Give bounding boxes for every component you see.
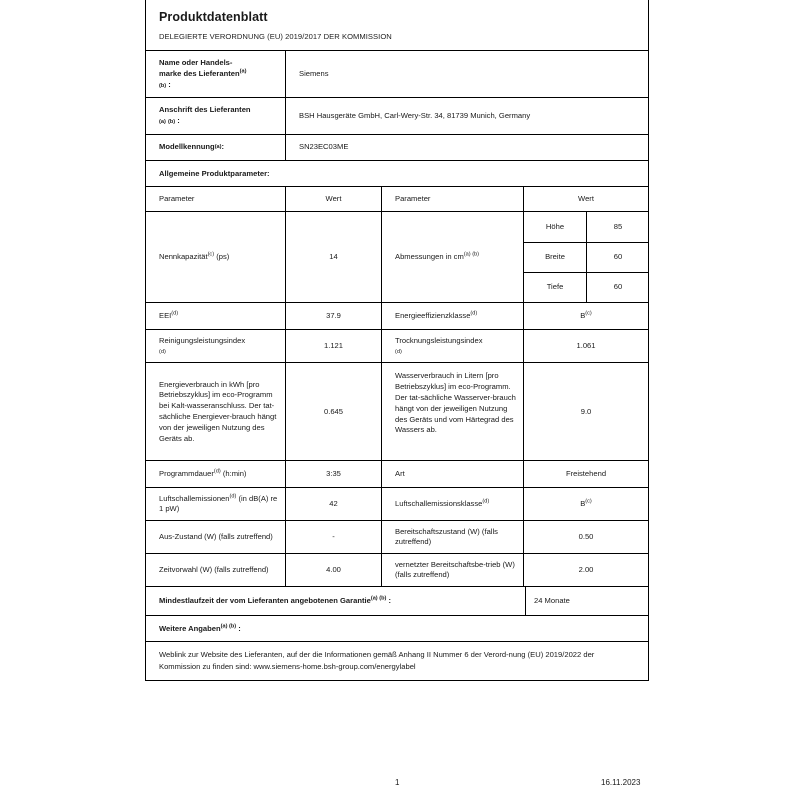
water-consumption-value: 9.0 [523,363,648,460]
dimension-row-height [524,212,649,241]
dimension-row-width [524,242,649,272]
noise-class-label-text: Luftschallemissionsklasse [395,499,483,509]
energy-class-label [381,303,523,329]
param-table-header-row [146,186,648,212]
warranty-label-sup: (a) (b) [370,595,387,602]
drying-index-label-sup: (d) [395,349,402,356]
water-consumption-label: Wasserverbrauch in Litern [pro Betriebszyklus] im eco-Programm. Der tat-sächliche Wasserver-brauch hängt von der jeweiligen Nutzung des Geräts und vom Härtegrad des Wassers ab. [381,363,523,460]
footer-date: 16.11.2023 [601,778,641,787]
dimensions-label [381,212,523,302]
table-row-noise [146,487,648,520]
supplier-name-label-line2: marke des Lieferanten [159,68,240,78]
further-info-label [146,616,247,641]
further-info-row [146,615,648,641]
general-params-heading-row [146,160,648,186]
supplier-address-label-text: Anschrift des Lieferanten [159,105,251,115]
dimension-value-height: 85 [586,212,649,241]
energy-class-value-sup: (c) [585,310,592,317]
cleaning-index-label [146,330,285,362]
eei-value: 37.9 [285,303,381,329]
noise-label-text: Luftschallemissionen [159,493,230,503]
duration-label-text: Programmdauer [159,469,214,479]
warranty-label-text: Mindestlaufzeit der vom Lieferanten angebotenen Garantie [159,596,371,606]
duration-label-sup: (d) [213,468,221,475]
capacity-label-suffix: (ps) [214,252,230,262]
regulation-subtitle: DELEGIERTE VERORDNUNG (EU) 2019/2017 DER KOMMISSION [159,32,392,41]
duration-label [146,461,285,487]
delay-start-value: 4.00 [285,554,381,586]
cleaning-index-label-text: Reinigungsleistungsindex [159,335,246,345]
header-value-right: Wert [523,187,648,212]
energy-class-label-text: Energieeffizienzklasse [395,311,471,321]
cleaning-index-label-sup: (d) [159,349,166,356]
supplier-name-row [146,50,648,97]
duration-value: 3:35 [285,461,381,487]
supplier-name-label-sup-a: (a) [239,68,247,75]
type-value: Freistehend [523,461,648,487]
duration-label-suffix: (h:min) [220,469,247,479]
eei-label-text: EEI [159,311,172,321]
weblink-note: Weblink zur Website des Lieferanten, auf der die Informationen gemäß Anhang II Nummer 6 der Verord-nung (EU) 2019/2022 der Kommission zu finden sind: www.siemens-home.bsh-group.com/energylabel [146,641,648,680]
supplier-name-label-sup-b: (b) [159,82,167,89]
energy-consumption-label: Energieverbrauch in kWh [pro Betriebszyklus] im eco-Programm bei Kalt-wasseranschluss. Der tat-sächliche Energiever-brauch hängt von der jeweiligen Nutzung des Geräts ab. [159,379,277,443]
supplier-name-label-line1: Name oder Handels- [159,58,233,67]
noise-class-value [523,488,648,520]
off-mode-label: Aus-Zustand (W) (falls zutreffend) [159,532,273,542]
drying-index-label-text: Trocknungsleistungsindex [395,335,483,345]
standby-label: Bereitschaftszustand (W) (falls zutreffend) [381,521,523,553]
table-row-cleaning-index [146,329,648,362]
dimension-name-width: Breite [545,252,565,262]
noise-label-sup: (d) [229,493,237,500]
datasheet-table [145,0,649,681]
supplier-address-label-colon: : [175,116,180,126]
table-row-eei [146,302,648,329]
page-title: Produktdatenblatt [159,10,268,24]
standby-value: 0.50 [523,521,648,553]
table-row-capacity [146,211,648,302]
dimension-value-depth: 60 [586,273,649,302]
noise-label [146,488,285,520]
networked-standby-label: vernetzter Bereitschaftsbe-trieb (W) (falls zutreffend) [381,554,523,586]
eei-label-sup: (d) [171,310,179,317]
dimension-row-depth [524,272,649,302]
cleaning-index-value: 1.121 [285,330,381,362]
supplier-name-label-colon: : [166,79,171,89]
networked-standby-value: 2.00 [523,554,648,586]
eei-label [146,303,285,329]
warranty-label-colon: : [386,596,392,606]
header-param-left: Parameter [159,193,195,203]
supplier-name-value: Siemens [285,51,648,97]
noise-class-value-text: B [580,499,586,509]
dimension-name-depth: Tiefe [546,282,564,292]
energy-class-label-sup: (d) [470,310,478,317]
supplier-address-label [146,98,285,134]
noise-value: 42 [285,488,381,520]
off-mode-value: - [285,521,381,553]
footer-page-number: 1 [395,778,400,787]
noise-class-label [381,488,523,520]
header-value-left: Wert [285,187,381,212]
noise-label-suffix: (in dB(A) re 1 pW) [159,493,278,514]
capacity-label-sup: (c) [207,251,215,258]
supplier-address-label-sup: (a) [159,119,166,126]
capacity-label-text: Nennkapazität [159,252,208,262]
table-row-off-mode [146,520,648,553]
header-param-right: Parameter [381,187,523,212]
dimensions-label-sup: (a) (b) [463,251,480,258]
noise-class-value-sup: (c) [585,498,592,505]
warranty-label [146,587,525,615]
energy-consumption-value: 0.645 [285,363,381,460]
general-params-heading: Allgemeine Produktparameter: [159,168,270,178]
model-label: Modellkennung (a) : [159,141,225,151]
model-value: SN23EC03ME [285,135,648,160]
model-label-text: Modellkennung [159,141,215,151]
type-label: Art [381,461,523,487]
supplier-name-label [146,51,285,97]
supplier-address-value: BSH Hausgeräte GmbH, Carl-Wery-Str. 34, 81739 Munich, Germany [285,98,648,134]
dimension-name-height: Höhe [545,221,565,231]
drying-index-label [381,330,523,362]
model-row [146,134,648,160]
energy-class-value [523,303,648,329]
further-info-label-sup: (a) (b) [220,623,237,630]
table-row-consumption [146,362,648,460]
drying-index-value: 1.061 [523,330,648,362]
capacity-label [146,212,285,302]
dimensions-subtable [523,212,649,302]
dimensions-label-text: Abmessungen in cm [395,252,464,262]
energy-class-value-text: B [580,311,586,321]
further-info-label-text: Weitere Angaben [159,624,221,634]
warranty-row [146,586,648,615]
dimension-value-width: 60 [586,243,649,272]
noise-class-label-sup: (d) [482,498,490,505]
model-label-colon: : [221,141,225,151]
table-row-delay-start [146,553,648,586]
supplier-address-label-sup2: (b) [167,119,176,126]
warranty-value: 24 Monate [525,587,650,615]
supplier-address-row [146,97,648,134]
further-info-label-colon: : [236,624,241,634]
capacity-value: 14 [285,212,381,302]
table-row-duration [146,460,648,487]
delay-start-label: Zeitvorwahl (W) (falls zutreffend) [159,565,269,575]
